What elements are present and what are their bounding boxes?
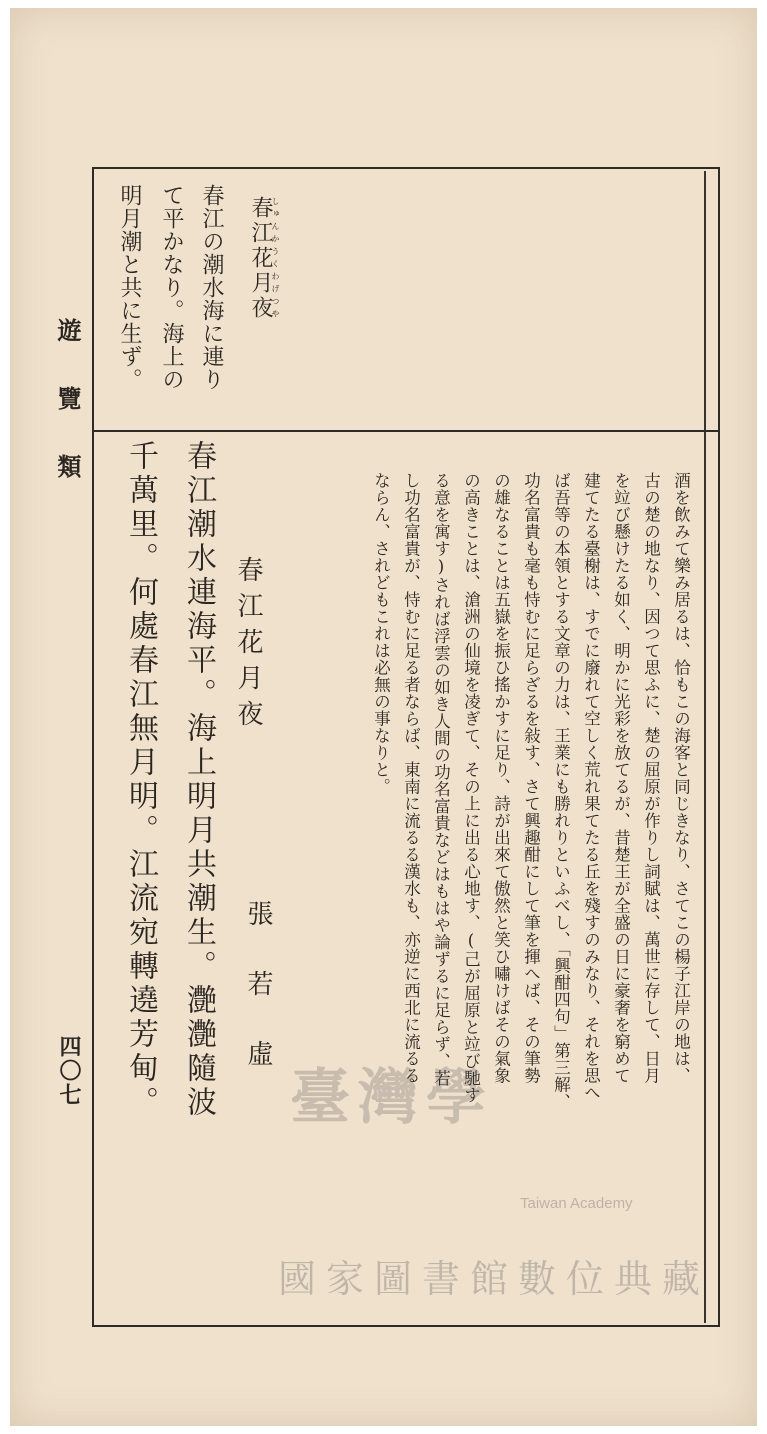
commentary-line: 古の楚の地なり、因つて思ふに、楚の屈原が作りし詞賦は、萬世に存して、日月 <box>641 472 661 1084</box>
commentary-line: ば吾等の本領とする文章の力は、王業にも勝れりといふべし、「興酣四句」第三解、 <box>551 472 571 1110</box>
poem-line: 春江潮水連海平。海上明月共潮生。灔灔隨波 <box>181 440 216 1120</box>
box-divider <box>94 430 718 432</box>
commentary-line: ならん、されどもこれは必無の事なりと。 <box>371 472 391 795</box>
commentary-line: 建てたる臺榭は、すでに廢れて空しく荒れ果てたる丘を殘すのみなり、それを思へ <box>581 472 601 1101</box>
poem-title: 春江花月夜 <box>233 556 263 736</box>
commentary-line: し功名富貴が、恃むに足る者ならば、東南に流るる漢水も、亦逆に西北に流るる <box>401 472 421 1084</box>
page-number: 四〇七 <box>56 1035 82 1107</box>
poem-author: 張若虛 <box>243 900 273 1110</box>
commentary-line: を竝び懸けたる如く、明かに光彩を放てるが、昔楚王が全盛の日に豪奢を窮めて <box>611 472 631 1084</box>
commentary-line: る意を寓す)されば浮雲の如き人間の功名富貴などはもはや論ずるに足らず、若 <box>431 472 451 1087</box>
commentary-line: 酒を飲みて樂み居るは、恰もこの海客と同じきなり、さてこの楊子江岸の地は、 <box>671 472 691 1084</box>
kundoku-title: 春江花月夜しゅんかうくわげつや <box>248 196 280 321</box>
kundoku-line: 春江の潮水海に連り <box>199 184 224 391</box>
kundoku-line: て平かなり。海上の <box>159 184 184 391</box>
library-seal: 臺灣學 <box>290 1063 494 1133</box>
commentary-line: 功名富貴も毫も恃むに足らざるを敍す、さて興趣酣にして筆を揮へば、その筆勢 <box>521 472 541 1084</box>
poem-line: 千萬里。何處春江無月明。江流宛轉遶芳甸。 <box>123 440 158 1120</box>
library-watermark-latin: Taiwan Academy <box>520 1195 633 1212</box>
frame-rule <box>704 171 706 1323</box>
commentary-line: の高きことは、滄洲の仙境を凌ぎて、その上に出る心地す、(己が屈原と竝び馳す <box>461 472 481 1104</box>
library-watermark: 國家圖書館數位典藏 <box>278 1257 711 1301</box>
kundoku-line: 明月潮と共に生ず。 <box>117 184 142 391</box>
running-head: 遊覽類 <box>53 318 82 522</box>
commentary-line: の雄なることは五嶽を振ひ搖かすに足り、詩が出來て傲然と笑ひ嘯けばその氣象 <box>491 472 511 1084</box>
